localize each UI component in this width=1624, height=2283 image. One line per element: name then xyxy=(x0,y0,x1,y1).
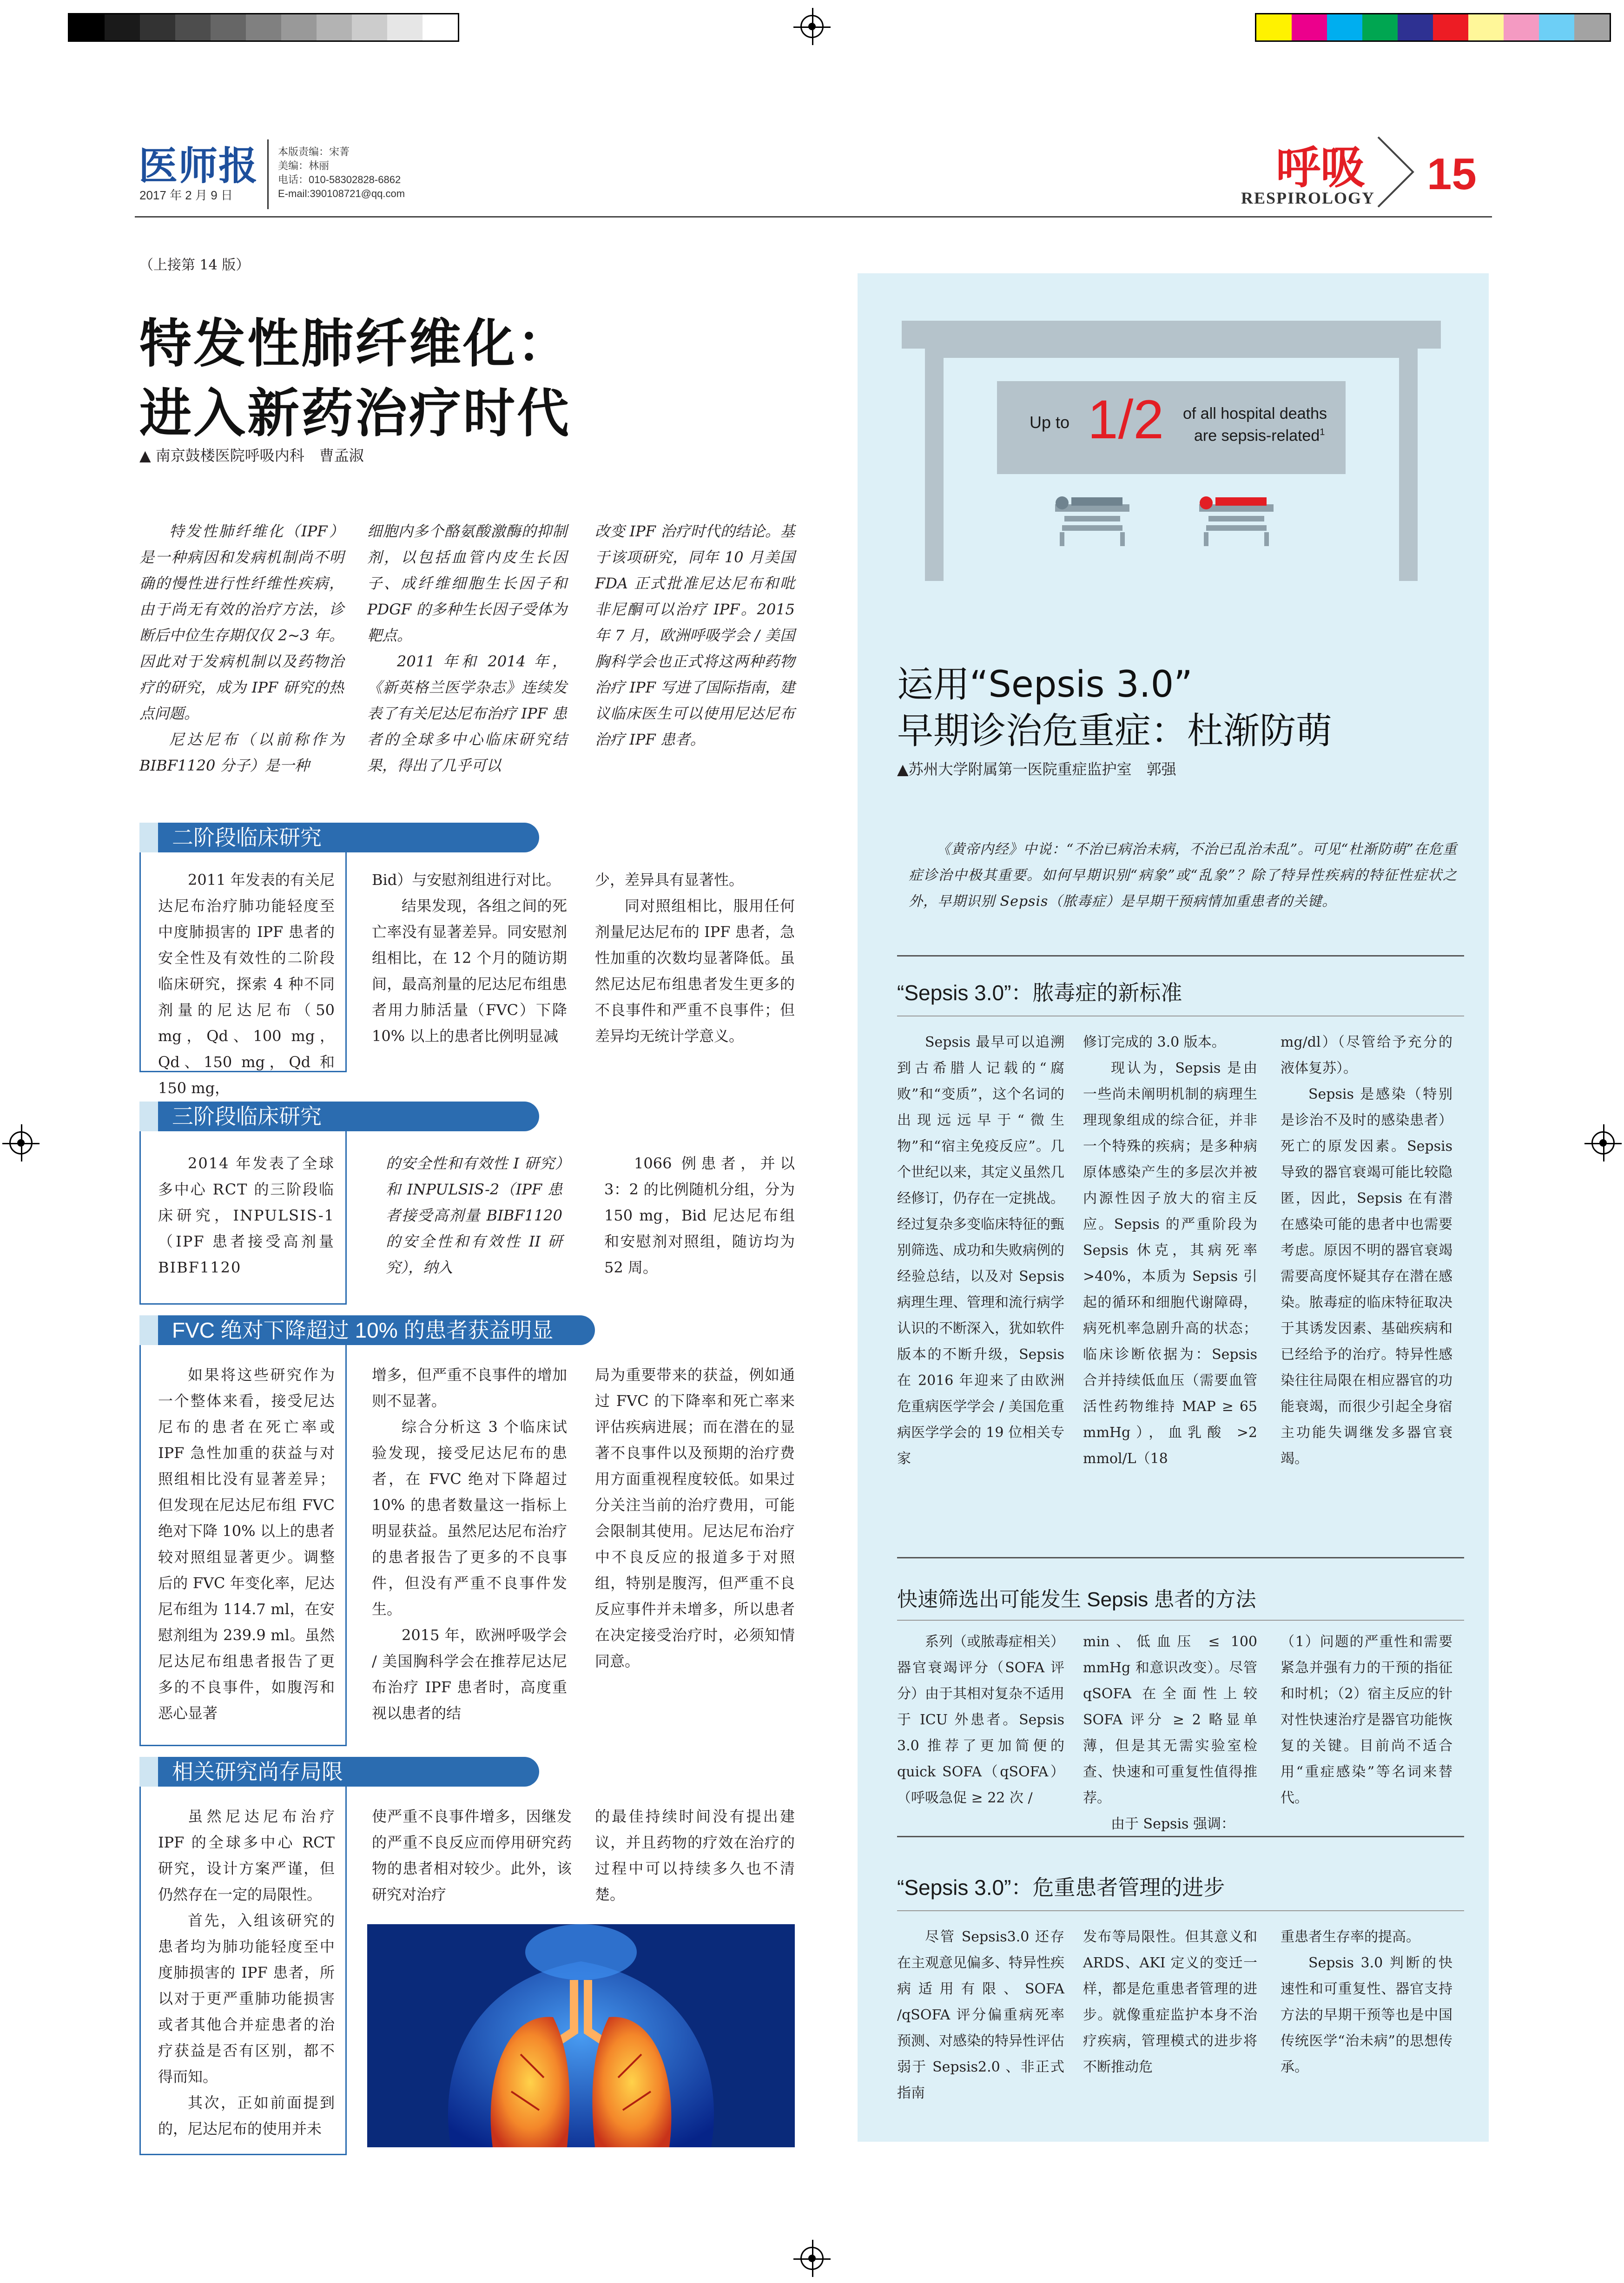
paragraph: 2011 年发表的有关尼达尼布治疗肺功能轻度至中度肺损害的 IPF 患者的安全性及有效性的二阶段临床研究，探索 4 种不同剂量的尼达尼布（50 mg，Qd、100 mg，Qd、150 mg，Qd 和 150 mg， xyxy=(158,871,335,1097)
sepsis-s3-column-1 xyxy=(897,1924,1064,2106)
registration-grayscale-bar xyxy=(68,13,459,42)
sepsis-byline: ▲苏州大学附属第一医院重症监护室 郭强 xyxy=(897,760,1176,778)
paragraph: 综合分析这 3 个临床试验发现，接受尼达尼布的患者，在 FVC 绝对下降超过 10% 的患者数量这一指标上明显获益。虽然尼达尼布治疗的患者报告了更多的不良事件，但没有严重不良事件发生。 xyxy=(372,1418,567,1618)
paragraph: 的最佳持续时间没有提出建议，并且药物的疗效在治疗的过程中可以持续多久也不清楚。 xyxy=(595,1808,795,1903)
phase3-column-1 xyxy=(158,1150,335,1280)
paragraph: 增多，但严重不良事件的增加则不显著。 xyxy=(372,1366,567,1410)
section-heading-phase2: 二阶段临床研究 xyxy=(139,823,539,852)
section-2-divider xyxy=(897,1620,1464,1621)
sepsis-s1-column-2 xyxy=(1083,1029,1257,1472)
sepsis-section-heading-3: “Sepsis 3.0”：危重患者管理的进步 xyxy=(897,1875,1225,1900)
email-line: E-mail:390108721@qq.com xyxy=(278,188,405,199)
article-title-line1: 特发性肺纤维化： xyxy=(139,314,571,374)
paragraph: Bid）与安慰剂组进行对比。 xyxy=(372,871,561,889)
paragraph: 的安全性和有效性 I 研究）和 INPULSIS-2（IPF 患者接受高剂量 BIBF1120 的安全性和有效性 II 研究），纳入 xyxy=(386,1155,562,1276)
phase3-column-2 xyxy=(386,1150,562,1280)
sepsis-infographic xyxy=(902,321,1441,581)
paragraph: 发布等局限性。但其意义和 ARDS、AKI 定义的变迁一样，都是危重患者管理的进步。就像重症监护本身不治疗疾病，管理模式的进步将不断推动危 xyxy=(1083,1929,1257,2075)
limitations-column-1 xyxy=(158,1803,335,2142)
paragraph: 其次，正如前面提到的，尼达尼布的使用并未 xyxy=(158,2094,335,2138)
lung-illustration xyxy=(367,1924,795,2147)
editor-info xyxy=(278,145,405,201)
paragraph: 细胞内多个酪氨酸激酶的抑制剂，以包括血管内皮生长因子、成纤维细胞生长因子和 PDGF 的多种生长因子受体为靶点。 xyxy=(367,522,567,644)
paragraph: 如果将这些研究作为一个整体来看，接受尼达尼布的患者在死亡率或 IPF 急性加重的获益与对照组相比没有显著差异；但发现在尼达尼布组 FVC 绝对下降 10% 以上的患者较对照组显著更少。调整后的 FVC 年变化率，尼达尼布组为 114.7 ml，在安慰剂组为 239.9 ml。虽然尼达尼布组患者报告了更多的不良事件，如腹泻和恶心显著 xyxy=(158,1366,335,1722)
paragraph: Sepsis 最早可以追溯到古希腊人记载的“腐败”和“变质”，这个名词的出现远远早于“微生物”和“宿主免疫反应”。几个世纪以来，其定义虽然几经修订，仍存在一定挑战。经过复杂多变临床特征的甄别筛选、成功和失败病例的经验总结，以及对 Sepsis 病理生理、管理和流行病学认识的不断深入，犹如软件版本的不断升级，Sepsis 在 2016 年迎来了由欧洲危重病医学学会 / 美国危重病医学学会的 19 位相关专家 xyxy=(897,1034,1064,1467)
newspaper-logo: 医师报 xyxy=(139,143,259,189)
paragraph: 由于 Sepsis 强调： xyxy=(1111,1816,1235,1832)
page-number: 15 xyxy=(1427,149,1477,199)
paragraph: 局为重要带来的获益，例如通过 FVC 的下降率和死亡率来评估疾病进展；而在潜在的显著不良事件以及预期的治疗费用方面重视程度较低。如果过分关注当前的治疗费用，可能会限制其使用。尼达尼布治疗中不良反应的报道多于对照组，特别是腹泻，但严重不良反应事件并未增多，所以患者在决定接受治疗时，必须知情同意。 xyxy=(595,1366,795,1670)
header-rule xyxy=(135,216,1492,218)
phase3-column-3 xyxy=(604,1150,795,1280)
paragraph: 2015 年，欧洲呼吸学会 / 美国胸科学会在推荐尼达尼布治疗 IPF 患者时，高度重视以患者的结 xyxy=(372,1626,567,1722)
registration-crosshair-top xyxy=(800,15,824,38)
issue-date: 2017 年 2 月 9 日 xyxy=(139,188,233,202)
designer-line: 美编：林丽 xyxy=(278,160,330,172)
paragraph: 少，差异具有显著性。 xyxy=(595,871,744,889)
masthead-divider xyxy=(267,139,269,209)
limitations-column-3 xyxy=(595,1803,795,1907)
article-byline: ▲ 南京鼓楼医院呼吸内科 曹孟淑 xyxy=(139,447,364,464)
section-2-end-divider xyxy=(897,1836,1464,1837)
paragraph: 2014 年发表了全球多中心 RCT 的三阶段临床研究，INPULSIS-1（IPF 患者接受高剂量 BIBF1120 xyxy=(158,1155,335,1276)
fvc-column-2 xyxy=(372,1362,567,1726)
paragraph: Sepsis 是感染（特别是诊治不及时的感染患者）死亡的原发因素。Sepsis 导致的器官衰竭可能比较隐匿，因此，Sepsis 在有潜在感染可能的患者中也需要考虑。原因不明的器官衰竭需要高度怀疑其存在潜在感染。脓毒症的临床特征取决于其诱发因素、基础疾病和已经给予的治疗。特异性感染往往局限在相应器官的功能衰竭，而很少引起全身宿主功能失调继发多器官衰竭。 xyxy=(1281,1086,1452,1467)
paragraph: 重患者生存率的提高。 xyxy=(1281,1929,1420,1945)
paragraph: 使严重不良事件增多，因继发的严重不良反应而停用研究药物的患者相对较少。此外，该研究对治疗 xyxy=(372,1808,572,1903)
paragraph: 系列（或脓毒症相关）器官衰竭评分（SOFA 评分）由于其相对复杂不适用于 ICU 外患者。Sepsis 3.0 推荐了更加简便的 quick SOFA（qSOFA）（呼吸急促 ≥ 22 次 / xyxy=(897,1634,1064,1806)
sepsis-section-heading-1: “Sepsis 3.0”：脓毒症的新标准 xyxy=(897,981,1182,1005)
infographic-line2: are sepsis-related xyxy=(1194,427,1320,445)
phase2-column-1 xyxy=(158,867,335,1101)
paragraph: mg/dl）（尽管给予充分的液体复苏）。 xyxy=(1281,1034,1452,1076)
sepsis-lead xyxy=(909,837,1457,915)
header-chevron xyxy=(1376,135,1418,211)
paragraph: 改变 IPF 治疗时代的结论。基于该项研究，同年 10 月美国 FDA 正式批准尼达尼布和吡非尼酮可以治疗 IPF。2015 年 7 月，欧洲呼吸学会 / 美国胸科学会也正式将这两种药物治疗 IPF 写进了国际指南，建议临床医生可以使用尼达尼布治疗 IPF 患者。 xyxy=(595,522,795,748)
section-heading-fvc: FVC 绝对下降超过 10% 的患者获益明显 xyxy=(139,1315,595,1345)
paragraph: Sepsis 3.0 判断的快速性和可重复性、器官支持方法的早期干预等也是中国传统医学“治未病”的思想传承。 xyxy=(1281,1955,1452,2075)
continued-note: （上接第 14 版） xyxy=(139,257,250,273)
fvc-column-3 xyxy=(595,1362,795,1674)
paragraph: 修订完成的 3.0 版本。 xyxy=(1083,1034,1226,1050)
infographic-up-to: Up to xyxy=(1030,413,1070,432)
section-3-divider xyxy=(897,1910,1464,1911)
registration-color-bar xyxy=(1255,13,1611,42)
paragraph: 结果发现，各组之间的死亡率没有显著差异。同安慰剂组相比，在 12 个月的随访期间，最高剂量的尼达尼布组患者用力肺活量（FVC）下降 10% 以上的患者比例明显减 xyxy=(372,897,567,1045)
sepsis-s2-column-3 xyxy=(1281,1629,1452,1811)
section-heading-limitations: 相关研究尚存局限 xyxy=(139,1757,539,1787)
sepsis-s1-column-1 xyxy=(897,1029,1064,1472)
gurney-red-icon xyxy=(1199,496,1274,546)
sepsis-s3-column-2 xyxy=(1083,1924,1257,2080)
paragraph: 首先，入组该研究的患者均为肺功能轻度至中度肺损害的 IPF 患者，所以对于更严重肺功能损害或者其他合并症患者的治疗获益是否有区别，都不得而知。 xyxy=(158,1912,335,2085)
limitations-column-2 xyxy=(372,1803,572,1907)
editor-line: 本版责编：宋菁 xyxy=(278,146,350,158)
paragraph: 特发性肺纤维化（IPF）是一种病因和发病机制尚不明确的慢性进行性纤维性疾病，由于尚无有效的治疗方法，诊断后中位生存期仅仅 2~3 年。因此对于发病机制以及药物治疗的研究，成为 IPF 研究的热点问题。 xyxy=(139,522,344,722)
section-1-end-divider xyxy=(897,1557,1464,1558)
sepsis-title-line2: 早期诊治危重症：杜渐防萌 xyxy=(897,710,1333,752)
intro-column-3 xyxy=(595,518,795,752)
lead-divider xyxy=(897,955,1464,957)
registration-crosshair-bottom xyxy=(800,2247,824,2270)
sepsis-title-line1: 运用“Sepsis 3.0” xyxy=(897,664,1193,706)
registration-crosshair-right xyxy=(1591,1131,1615,1155)
sepsis-section-heading-2: 快速筛选出可能发生 Sepsis 患者的方法 xyxy=(897,1588,1256,1611)
article-title-line2: 进入新药治疗时代 xyxy=(139,383,571,444)
fvc-column-1 xyxy=(158,1362,335,1726)
infographic-line1: of all hospital deaths xyxy=(1183,405,1327,422)
paragraph: 《黄帝内经》中说：“不治已病治未病，不治已乱治未乱”。可见“杜渐防萌”在危重症诊治中极其重要。如何早期识别“病象”或“乱象”？除了特异性疾病的特征性症状之外，早期识别 Sepsis（脓毒症）是早期干预病情加重患者的关键。 xyxy=(909,841,1457,910)
intro-column-1 xyxy=(139,518,344,779)
section-name-english: RESPIROLOGY xyxy=(1241,189,1375,207)
sepsis-s1-column-3 xyxy=(1281,1029,1452,1472)
sepsis-s2-column-1 xyxy=(897,1629,1064,1811)
section-name: 呼吸 xyxy=(1276,142,1365,194)
paragraph: 同对照组相比，服用任何剂量尼达尼布的 IPF 患者，急性加重的次数均显著降低。虽然尼达尼布组患者发生更多的不良事件和严重不良事件；但差异均无统计学意义。 xyxy=(595,897,795,1045)
phase2-column-3 xyxy=(595,867,795,1049)
infographic-fraction: 1/2 xyxy=(1088,389,1164,450)
registration-crosshair-left xyxy=(9,1131,33,1155)
paragraph: 2011 年和 2014 年，《新英格兰医学杂志》连续发表了有关尼达尼布治疗 IPF 患者的全球多中心临床研究结果，得出了几乎可以 xyxy=(367,653,567,774)
section-heading-phase3: 三阶段临床研究 xyxy=(139,1102,539,1131)
paragraph: 虽然尼达尼布治疗 IPF 的全球多中心 RCT 研究，设计方案严谨，但仍然存在一定的局限性。 xyxy=(158,1808,335,1903)
infographic-caption xyxy=(1183,404,1327,445)
phone-line: 电话：010-58302828-6862 xyxy=(278,174,401,185)
phase2-column-2 xyxy=(372,867,567,1049)
gurney-grey-icon xyxy=(1055,496,1129,546)
paragraph: 尽管 Sepsis3.0 还存在主观意见偏多、特异性疾病适用有限、SOFA /qSOFA 评分偏重病死率预测、对感染的特异性评估弱于 Sepsis2.0 、非正式指南 xyxy=(897,1929,1064,2101)
paragraph: min、低血压 ≤ 100 mmHg 和意识改变）。尽管 qSOFA 在全面性上较 SOFA 评分 ≥ 2 略显单薄，但是其无需实验室检查、快速和可重复性值得推荐。 xyxy=(1083,1634,1257,1806)
sepsis-s3-column-3 xyxy=(1281,1924,1452,2080)
sepsis-s2-column-2 xyxy=(1083,1629,1257,1837)
paragraph: 1066 例患者，并以 3：2 的比例随机分组，分为 150 mg，Bid 尼达尼布组和安慰剂对照组，随访均为 52 周。 xyxy=(604,1155,795,1276)
paragraph: 现认为，Sepsis 是由一些尚未阐明机制的病理生理现象组成的综合征，并非一个特殊的疾病；是多种病原体感染产生的多层次并被内源性因子放大的宿主反应。Sepsis 的严重阶段为 Sepsis 休克，其病死率 >40%，本质为 Sepsis 引起的循环和细胞代谢障碍，病死机率急剧升高的状态；临床诊断依据为：Sepsis 合并持续低血压（需要血管活性药物维持 MAP ≥ 65 mmHg），血乳酸 >2 mmol/L（18 xyxy=(1083,1060,1257,1467)
infographic-footnote-marker: 1 xyxy=(1320,427,1325,437)
paragraph: 尼达尼布（以前称作为 BIBF1120 分子）是一种 xyxy=(139,731,344,774)
intro-column-2 xyxy=(367,518,567,779)
paragraph: （1）问题的严重性和需要紧急并强有力的干预的指征和时机；（2）宿主反应的针对性快速治疗是器官功能恢复的关键。目前尚不适合用“重症感染”等名词来替代。 xyxy=(1281,1634,1452,1806)
